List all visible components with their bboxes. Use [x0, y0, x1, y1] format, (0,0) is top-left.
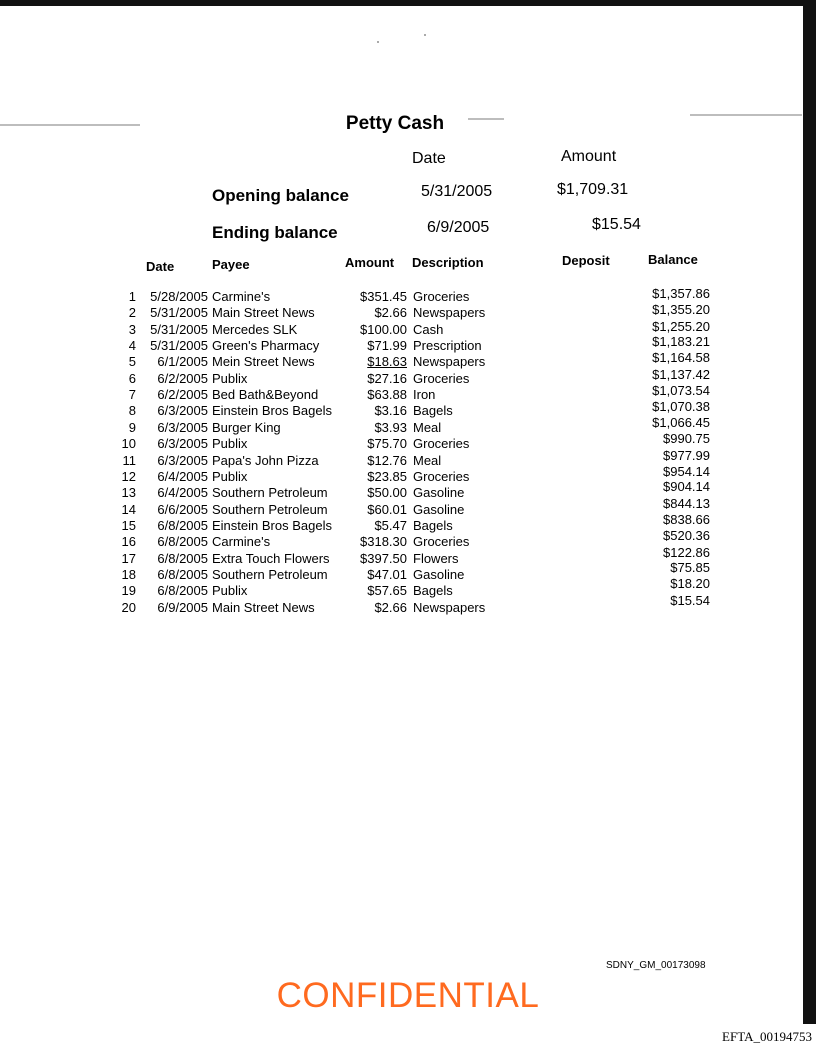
- row-payee: Main Street News: [212, 305, 315, 320]
- row-number: 5: [128, 354, 136, 369]
- row-description: Bagels: [413, 403, 453, 418]
- row-balance: $1,164.58: [652, 350, 710, 366]
- row-number: 13: [121, 485, 136, 500]
- row-payee: Southern Petroleum: [212, 485, 328, 500]
- row-number: 7: [128, 387, 136, 402]
- row-date: 6/8/2005: [157, 534, 208, 549]
- row-date: 6/2/2005: [157, 371, 208, 386]
- row-date: 6/3/2005: [157, 453, 208, 468]
- row-date: 6/8/2005: [157, 583, 208, 598]
- efta-number: EFTA_00194753: [722, 1029, 812, 1044]
- row-number: 6: [128, 371, 136, 386]
- summary-amount-header: Amount: [561, 148, 617, 165]
- scan-speck: [424, 34, 426, 36]
- row-description: Groceries: [413, 436, 470, 451]
- row-number: 9: [128, 420, 136, 435]
- row-date: 5/28/2005: [150, 289, 208, 304]
- row-payee: Mercedes SLK: [212, 322, 298, 337]
- row-number: 4: [128, 338, 136, 353]
- row-description: Gasoline: [413, 502, 465, 517]
- row-balance: $1,073.54: [652, 382, 710, 398]
- row-number: 1: [128, 289, 136, 304]
- scan-speck: [377, 41, 379, 43]
- row-amount: $2.66: [374, 305, 407, 320]
- row-date: 6/3/2005: [157, 420, 208, 435]
- row-description: Flowers: [413, 551, 459, 566]
- row-description: Groceries: [413, 371, 470, 386]
- row-description: Groceries: [413, 534, 470, 549]
- row-description: Bagels: [413, 518, 453, 533]
- confidential-stamp: CONFIDENTIAL: [276, 976, 540, 1015]
- ending-balance-amount: $15.54: [592, 216, 641, 233]
- row-balance: $990.75: [663, 431, 710, 446]
- row-payee: Southern Petroleum: [212, 567, 328, 582]
- row-amount: $351.45: [360, 289, 407, 304]
- row-payee: Carmine's: [212, 534, 271, 549]
- row-amount: $57.65: [367, 583, 407, 598]
- opening-balance-date: 5/31/2005: [421, 183, 493, 200]
- row-description: Groceries: [413, 289, 470, 304]
- row-number: 11: [122, 453, 136, 468]
- column-header-balance: Balance: [648, 252, 698, 267]
- row-payee: Green's Pharmacy: [212, 338, 320, 353]
- row-number: 18: [121, 567, 136, 582]
- row-amount: $27.16: [367, 371, 407, 386]
- row-payee: Einstein Bros Bagels: [212, 518, 332, 533]
- row-amount: $75.70: [367, 436, 407, 451]
- row-date: 6/9/2005: [157, 600, 208, 615]
- row-balance: $1,355.20: [652, 301, 710, 317]
- row-payee: Publix: [212, 583, 248, 598]
- row-payee: Carmine's: [212, 289, 271, 304]
- row-description: Iron: [413, 387, 436, 402]
- row-description: Prescription: [413, 338, 482, 353]
- row-number: 14: [121, 502, 136, 517]
- table-row: [0, 592, 790, 616]
- row-description: Meal: [413, 453, 442, 468]
- row-date: 6/4/2005: [157, 469, 208, 484]
- row-payee: Publix: [212, 469, 248, 484]
- ending-balance-label: Ending balance: [212, 223, 338, 242]
- row-date: 6/4/2005: [157, 485, 208, 500]
- row-payee: Bed Bath&Beyond: [212, 387, 319, 402]
- row-amount: $5.47: [374, 518, 407, 533]
- row-balance: $904.14: [663, 479, 710, 495]
- row-number: 19: [121, 583, 136, 598]
- row-date: 6/6/2005: [157, 502, 208, 517]
- row-date: 6/2/2005: [157, 387, 208, 402]
- column-header-description: Description: [412, 255, 484, 270]
- row-date: 6/8/2005: [157, 551, 208, 566]
- row-amount: $12.76: [367, 453, 407, 468]
- row-balance: $520.36: [663, 527, 710, 543]
- column-header-payee: Payee: [212, 257, 250, 272]
- row-amount: $18.63: [367, 354, 407, 369]
- opening-balance-amount: $1,709.31: [557, 181, 629, 198]
- row-description: Newspapers: [413, 600, 486, 615]
- row-amount: $100.00: [360, 322, 407, 337]
- row-payee: Burger King: [212, 420, 281, 435]
- summary-date-header: Date: [412, 150, 446, 167]
- row-date: 6/1/2005: [157, 354, 208, 369]
- row-date: 6/8/2005: [157, 518, 208, 533]
- row-balance: $1,070.38: [652, 398, 710, 414]
- row-balance: $122.86: [663, 544, 710, 560]
- row-number: 15: [121, 518, 136, 533]
- row-number: 12: [121, 469, 136, 484]
- row-date: 5/31/2005: [150, 322, 208, 337]
- row-amount: $3.16: [374, 403, 407, 418]
- row-date: 5/31/2005: [150, 305, 208, 320]
- column-header-date: Date: [146, 259, 175, 274]
- column-header-deposit: Deposit: [562, 253, 610, 268]
- row-payee: Main Street News: [212, 600, 315, 615]
- row-description: Newspapers: [413, 305, 486, 320]
- row-balance: $954.14: [663, 463, 710, 479]
- row-amount: $63.88: [367, 387, 407, 402]
- row-balance: $75.85: [670, 560, 710, 576]
- row-number: 17: [121, 551, 136, 566]
- row-balance: $1,255.20: [652, 318, 710, 334]
- row-number: 16: [121, 534, 136, 549]
- bates-number: SDNY_GM_00173098: [606, 960, 706, 971]
- scan-top-border: [0, 0, 816, 6]
- row-date: 6/3/2005: [157, 403, 208, 418]
- row-amount: $318.30: [360, 534, 407, 549]
- row-number: 20: [121, 600, 136, 615]
- row-balance: $1,357.86: [652, 286, 710, 301]
- row-number: 2: [128, 305, 136, 320]
- row-balance: $18.20: [670, 576, 710, 591]
- page-title: Petty Cash: [345, 113, 445, 134]
- row-payee: Southern Petroleum: [212, 502, 328, 517]
- opening-balance-label: Opening balance: [212, 186, 349, 205]
- row-amount: $60.01: [367, 502, 407, 517]
- row-description: Gasoline: [413, 485, 465, 500]
- row-balance: $1,137.42: [652, 366, 710, 382]
- row-balance: $15.54: [670, 592, 710, 608]
- row-description: Bagels: [413, 583, 453, 598]
- row-balance: $1,183.21: [652, 334, 710, 350]
- row-balance: $838.66: [663, 511, 710, 527]
- row-balance: $1,066.45: [652, 415, 710, 431]
- row-number: 10: [121, 436, 136, 451]
- row-description: Groceries: [413, 469, 470, 484]
- row-amount: $47.01: [367, 567, 407, 582]
- row-amount: $50.00: [367, 485, 407, 500]
- row-payee: Mein Street News: [212, 354, 315, 369]
- row-amount: $3.93: [374, 420, 407, 435]
- row-amount: $2.66: [374, 600, 407, 615]
- row-amount: $397.50: [360, 551, 407, 566]
- row-number: 3: [128, 322, 136, 337]
- row-date: 5/31/2005: [150, 338, 208, 353]
- row-date: 6/3/2005: [157, 436, 208, 451]
- row-balance: $844.13: [663, 496, 710, 512]
- row-balance: $977.99: [663, 447, 710, 463]
- row-description: Gasoline: [413, 567, 465, 582]
- row-payee: Extra Touch Flowers: [212, 551, 330, 566]
- ending-balance-date: 6/9/2005: [427, 219, 490, 236]
- scan-right-border: [803, 0, 816, 1024]
- row-payee: Publix: [212, 371, 248, 386]
- row-date: 6/8/2005: [157, 567, 208, 582]
- row-description: Cash: [413, 322, 444, 337]
- row-payee: Publix: [212, 436, 248, 451]
- row-amount: $23.85: [367, 469, 407, 484]
- row-description: Newspapers: [413, 354, 486, 369]
- row-payee: Einstein Bros Bagels: [212, 403, 332, 418]
- row-description: Meal: [413, 420, 442, 435]
- row-payee: Papa's John Pizza: [212, 453, 319, 468]
- row-amount: $71.99: [367, 338, 407, 353]
- column-header-amount: Amount: [345, 255, 395, 270]
- row-number: 8: [128, 403, 136, 418]
